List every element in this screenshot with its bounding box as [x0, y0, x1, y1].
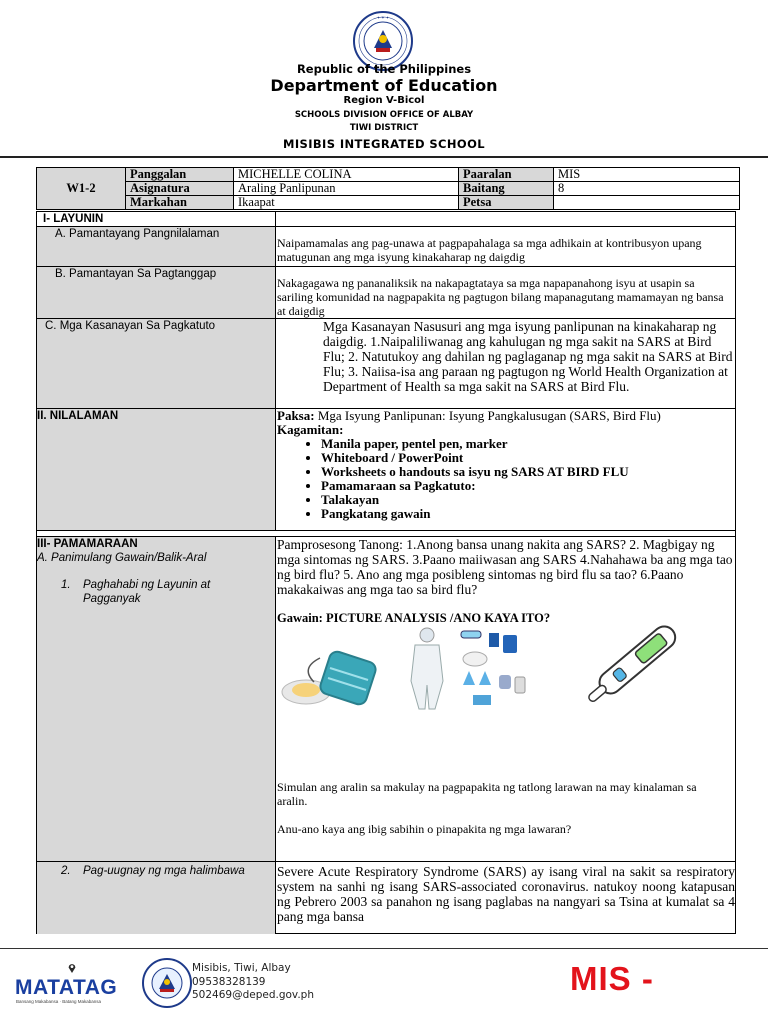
markahan-value: Ikaapat: [234, 196, 459, 210]
pamantayan-pagtanggap-label: B. Pamantayan Sa Pagtanggap: [55, 268, 217, 280]
kasanayan-label: C. Mga Kasanayan Sa Pagkatuto: [45, 320, 216, 332]
letterhead: [0, 0, 768, 160]
nilalaman-content: [277, 409, 735, 521]
header-department: Department of Education: [270, 76, 498, 95]
paguugnay-label: Pag-uugnay ng mga halimbawa: [83, 865, 245, 877]
paghahabi-number: 1.: [61, 579, 71, 591]
footer-divider: [0, 948, 768, 949]
baitang-value: 8: [554, 182, 740, 196]
lesson-plan-table: [36, 211, 736, 934]
matatag-tagline: Bansang Makabansa · Batang Makabansa: [16, 999, 102, 1004]
info-table: [36, 167, 740, 210]
markahan-label: Markahan: [126, 196, 234, 210]
panimulang-gawain-label: A. Panimulang Gawain/Balik-Aral: [37, 552, 207, 564]
panggalan-label: Panggalan: [126, 168, 234, 182]
list-item: • Worksheets o handouts sa isyu ng SARS AT BIRD FLU: [321, 465, 735, 479]
ppe-kit-icon: [403, 625, 533, 711]
list-item: • Manila paper, pentel pen, marker: [321, 437, 735, 451]
school-phone: 09538328139: [192, 975, 266, 988]
pamamaraan-title: III- PAMAMARAAN: [37, 538, 138, 550]
panggalan-value: MICHELLE COLINA: [234, 168, 459, 182]
header-republic: Republic of the Philippines: [296, 62, 472, 76]
pamantayang-pangnilalaman-text: Naipamamalas ang pag-unawa at pagpapahalaga sa mga adhikain at kontribusyon upang matugunan ang mga isyung kinakaharap ng daigdig: [277, 236, 702, 264]
asignatura-value: Araling Panlipunan: [234, 182, 459, 196]
kasanayan-text: Mga Kasanayan Nasusuri ang mga isyung panlipunan na kinakaharap ng daigdig. 1.Naipaliliwanag ang kahulugan ng mga sakit na SARS at Bird Flu; 2. Natutukoy ang dahilan ng paglaganap ng mga sakit na SARS at Bird Flu; 3. Naiisa-isa ang paraan ng pagtugon ng World Health Organization at Department of Health sa mga sakit na SARS at Bird Flu.: [323, 319, 733, 394]
list-item: • Whiteboard / PowerPoint: [321, 451, 735, 465]
thermometer-icon: [573, 616, 693, 706]
face-mask-icon: [280, 648, 382, 710]
week-cell: W1-2: [37, 168, 126, 210]
header-district: TIWI DISTRICT: [349, 123, 419, 133]
nilalaman-title: II. NILALAMAN: [37, 410, 119, 422]
simulan-text: Simulan ang aralin sa makulay na pagpapakita ng tatlong larawan na may kinalaman sa aralin.: [277, 780, 697, 808]
paaralan-value: MIS: [554, 168, 740, 182]
pamantayang-pangnilalaman-label: A. Pamantayang Pangnilalaman: [55, 228, 220, 240]
location-pin-icon: [68, 963, 76, 973]
school-contact: [192, 962, 314, 1003]
layunin-title: I- LAYUNIN: [43, 213, 104, 225]
paksa-label: Paksa:: [277, 408, 315, 423]
paguugnay-number: 2.: [61, 865, 71, 877]
paghahabi-label: Paghahabi ng Layunin at Pagganyak: [83, 579, 211, 605]
school-logo-icon: [142, 958, 192, 1008]
list-item: • Pangkatang gawain: [321, 507, 735, 521]
pamantayan-pagtanggap-text: Nakagagawa ng pananaliksik na nakapagtataya sa mga napapanahong isyu at usapin sa sariling komunidad na nagpapakita ng pagtugon bilang mapanagutang mamamayan ng bansa at daigdig: [277, 276, 724, 318]
header-school: MISIBIS INTEGRATED SCHOOL: [283, 137, 485, 151]
header-division: SCHOOLS DIVISION OFFICE OF ALBAY: [294, 110, 474, 120]
header-region: Region V-Bicol: [343, 95, 425, 106]
svg-text:✦ ✦ ✦: ✦ ✦ ✦: [376, 15, 390, 20]
list-item: • Talakayan: [321, 493, 735, 507]
matatag-logo: MATATAG: [15, 976, 118, 999]
gawain-label: Gawain: PICTURE ANALYSIS /ANO KAYA ITO?: [277, 611, 551, 625]
header-divider: [0, 156, 768, 158]
school-email: 502469@deped.gov.ph: [192, 989, 314, 1001]
list-item: • Pamamaraan sa Pagkatuto:: [321, 479, 735, 493]
anoano-text: Anu-ano kaya ang ibig sabihin o pinapakita ng mga lawaran?: [277, 822, 572, 836]
school-address: Misibis, Tiwi, Albay: [192, 962, 291, 974]
asignatura-label: Asignatura: [126, 182, 234, 196]
sars-text: Severe Acute Respiratory Syndrome (SARS) ay isang viral na sakit sa respiratory system na sanhi ng isang SARS-associated coronavirus. natukoy noong katapusan ng Pebrero 2003 sa panahon ng isang paglabas na nangyari sa Tsina at kumalat sa 4 pang mga bansa: [277, 864, 735, 924]
mis-code: MIS -: [570, 960, 654, 997]
paksa-text: Mga Isyung Panlipunan: Isyung Pangkalusugan (SARS, Bird Flu): [317, 408, 661, 423]
baitang-label: Baitang: [459, 182, 554, 196]
petsa-label: Petsa: [459, 196, 554, 210]
pamprosesong-tanong: Pamprosesong Tanong: 1.Anong bansa unang nakita ang SARS? 2. Magbigay ng mga sintomas ng SARS. 3.Paano maiiwasan ang SARS 4.Nahahawa ba ang mga tao ng bird flu? 5. Ano ang mga posibleng sintomas ng bird flu sa tao? 6.Paano makakaiwas ang mga tao sa bird flu?: [277, 537, 733, 597]
kagamitan-label: Kagamitan:: [277, 422, 344, 437]
materials-list: [277, 437, 735, 521]
paaralan-label: Paaralan: [459, 168, 554, 182]
petsa-value: [554, 196, 740, 210]
